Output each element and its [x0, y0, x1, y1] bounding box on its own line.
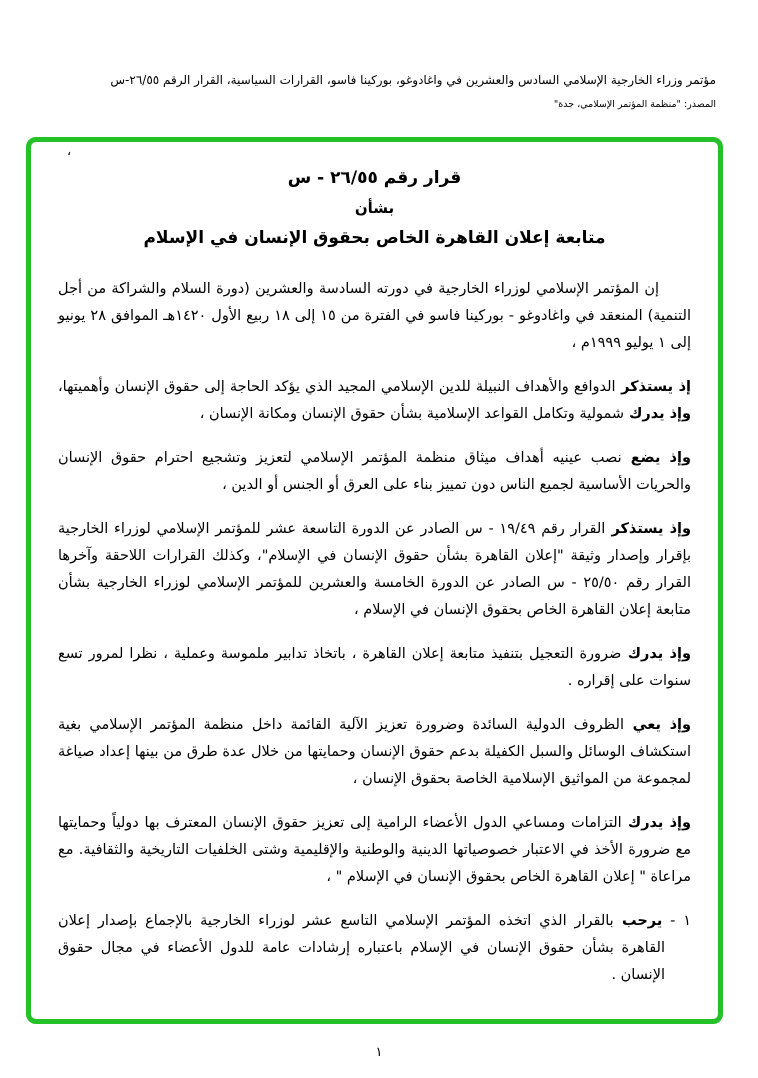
- text-run: وإذ يستذكر: [605, 521, 692, 537]
- text-run: وإذ يدرك: [621, 815, 691, 831]
- text-run: وإذ يدرك: [621, 646, 691, 662]
- operative-item-1: [58, 908, 691, 989]
- body-text: [58, 276, 691, 989]
- page-number: ١: [375, 1045, 383, 1060]
- text-run: وإذ يضع: [621, 450, 691, 466]
- text-run: وإذ يعي: [624, 717, 692, 733]
- title-subject: متابعة إعلان القاهرة الخاص بحقوق الإنسان في الإسلام: [143, 228, 606, 248]
- preamble-member-states-commitments: [58, 810, 691, 891]
- text-run: ١ -: [662, 913, 692, 929]
- preamble-recalling-resolutions: [58, 516, 691, 624]
- source-line: المصدر: "منظمة المؤتمر الإسلامي، جدة": [553, 99, 716, 110]
- text-run: شمولية وتكامل القواعد الإسلامية بشأن حقوق الإنسان ومكانة الإنسان ،: [199, 406, 625, 422]
- text-run: الدوافع والأهداف النبيلة للدين الإسلامي المجيد الذي يؤكد الحاجة إلى حقوق الإنسان وأهميتها،: [58, 379, 616, 395]
- resolution-number-title: قرار رقم ٢٦/٥٥ - س: [287, 168, 462, 188]
- green-annotation-border: [26, 137, 723, 1024]
- preamble-urgency: [58, 641, 691, 695]
- text-run: يرحب: [613, 913, 663, 929]
- text-run: نصب عينيه أهداف ميثاق منظمة المؤتمر الإسلامي لتعزيز وتشجيع احترام حقوق الإنسان والحريات الأساسية لجميع الناس دون تمييز بناء على العرق أو الجنس أو الدين ،: [58, 450, 691, 493]
- preamble-session: [58, 276, 691, 357]
- title-regarding: بشأن: [354, 199, 395, 217]
- title-block: [58, 168, 691, 248]
- text-run: إن المؤتمر الإسلامي لوزراء الخارجية في دورته السادسة والعشرين (دورة السلام والشراكة من أجل التنمية) المنعقد في واغادوغو - بوركينا فاسو في الفترة من ١٥ إلى ١٨ ربيع الأول ١٤٢٠هـ الموافق ٢٨ يونيو إلى ١ يوليو ١٩٩٩م ،: [58, 281, 691, 351]
- preamble-international-circumstances: [58, 712, 691, 793]
- header-citation: مؤتمر وزراء الخارجية الإسلامي السادس والعشرين في واغادوغو، بوركينا فاسو، القرارات السياسية، القرار الرقم ٢٦/٥٥-س: [110, 73, 716, 87]
- text-run: ضرورة التعجيل بتنفيذ متابعة إعلان القاهرة ، باتخاذ تدابير ملموسة وعملية ، نظرا لمرور تسع سنوات على إقراره .: [58, 646, 691, 689]
- stray-mark: ،: [67, 144, 72, 159]
- text-run: بالقرار الذي اتخذه المؤتمر الإسلامي التاسع عشر لوزراء الخارجية بالإجماع بإصدار إعلان القاهرة بشأن حقوق الإنسان في الإسلام باعتباره إرشادات عامة للدول الأعضاء في مجال حقوق الإنسان .: [58, 913, 665, 983]
- text-run: وإذ يدرك: [624, 406, 691, 422]
- preamble-recalling-motives: [58, 374, 691, 428]
- text-run: إذ يستذكر: [615, 379, 691, 395]
- preamble-charter-objectives: [58, 445, 691, 499]
- text-run: القرار رقم ١٩/٤٩ - س الصادر عن الدورة التاسعة عشر للمؤتمر الإسلامي لوزراء الخارجية بإقرار وإصدار وثيقة "إعلان القاهرة بشأن حقوق الإنسان في الإسلام"، وكذلك القرارات اللاحقة وآخرها القرار رقم ٢٥/٥٠ - س الصادر عن الدورة الخامسة والعشرين للمؤتمر الإسلامي لوزراء الخارجية بشأن متابعة إعلان القاهرة الخاص بحقوق الإنسان في الإسلام ،: [58, 521, 691, 618]
- text-run: التزامات ومساعي الدول الأعضاء الرامية إلى تعزيز حقوق الإنسان المعترف بها دولياً وحمايتها مع ضرورة الأخذ في الاعتبار خصوصياتها الدينية والوطنية والإقليمية وشتى الخلفيات التاريخية والثقافية. مع مراعاة " إعلان القاهرة الخاص بحقوق الإنسان في الإسلام " ،: [58, 815, 691, 885]
- text-run: الظروف الدولية السائدة وضرورة تعزيز الآلية القائمة داخل منظمة المؤتمر الإسلامي بغية استكشاف الوسائل والسبل الكفيلة بدعم حقوق الإنسان وحمايتها من خلال عدة طرق من بينها إعداد صياغة لمجموعة من المواثيق الإسلامية الخاصة بحقوق الإنسان ،: [58, 717, 691, 787]
